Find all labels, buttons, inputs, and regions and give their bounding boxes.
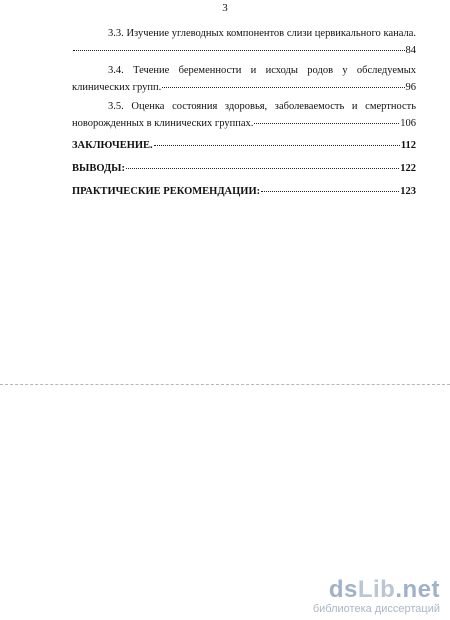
dot-leader <box>154 144 400 146</box>
toc-entry-conclusion <box>72 139 416 153</box>
scan-artifact-line <box>0 384 450 385</box>
watermark-subtitle: библиотека диссертаций <box>312 603 440 615</box>
toc-page-number: 122 <box>400 163 416 174</box>
toc-page-number: 123 <box>400 186 416 197</box>
toc-entry-3-5-title <box>108 100 416 114</box>
watermark-logo-part: .net <box>395 576 440 603</box>
toc-entry-3-3-title <box>108 27 416 41</box>
toc-entry-text: клинических групп. <box>72 82 162 93</box>
watermark <box>310 577 440 616</box>
toc-entry-text: новорожденных в клинических группах. <box>72 118 254 129</box>
toc-entry-findings <box>72 162 416 176</box>
dot-leader <box>254 122 399 124</box>
dot-leader <box>126 167 399 169</box>
dot-leader <box>261 190 399 192</box>
toc-entry-text: 3.4. Течение беременности и исходы родов у обследуемых <box>108 65 416 76</box>
page-number: 3 <box>222 2 228 14</box>
toc-entry-3-5-leader-line <box>72 117 416 131</box>
toc-page-number: 96 <box>405 82 416 93</box>
watermark-logo <box>310 577 440 603</box>
dot-leader <box>73 49 405 51</box>
toc-entry-text: ЗАКЛЮЧЕНИЕ. <box>72 140 153 151</box>
toc-entry-text: 3.3. Изучение углеводных компонентов слизи цервикального канала. <box>108 28 416 39</box>
toc-page-number: 112 <box>400 140 416 151</box>
toc-page-number: 84 <box>405 45 416 56</box>
toc-page-number: 106 <box>400 118 416 129</box>
toc-entry-text: 3.5. Оценка состояния здоровья, заболеваемость и смертность <box>108 101 416 112</box>
dot-leader <box>162 86 404 88</box>
toc-entry-recommendations <box>72 185 416 199</box>
toc-entry-3-3-leader-line <box>72 44 416 58</box>
toc-entry-text: ПРАКТИЧЕСКИЕ РЕКОМЕНДАЦИИ: <box>72 186 261 197</box>
toc-entry-3-4-title <box>108 64 416 78</box>
toc-entry-3-4-leader-line <box>72 81 416 95</box>
watermark-logo-part: Lib <box>357 576 396 603</box>
toc-entry-text: ВЫВОДЫ: <box>72 163 125 174</box>
watermark-logo-part: ds <box>328 576 358 603</box>
